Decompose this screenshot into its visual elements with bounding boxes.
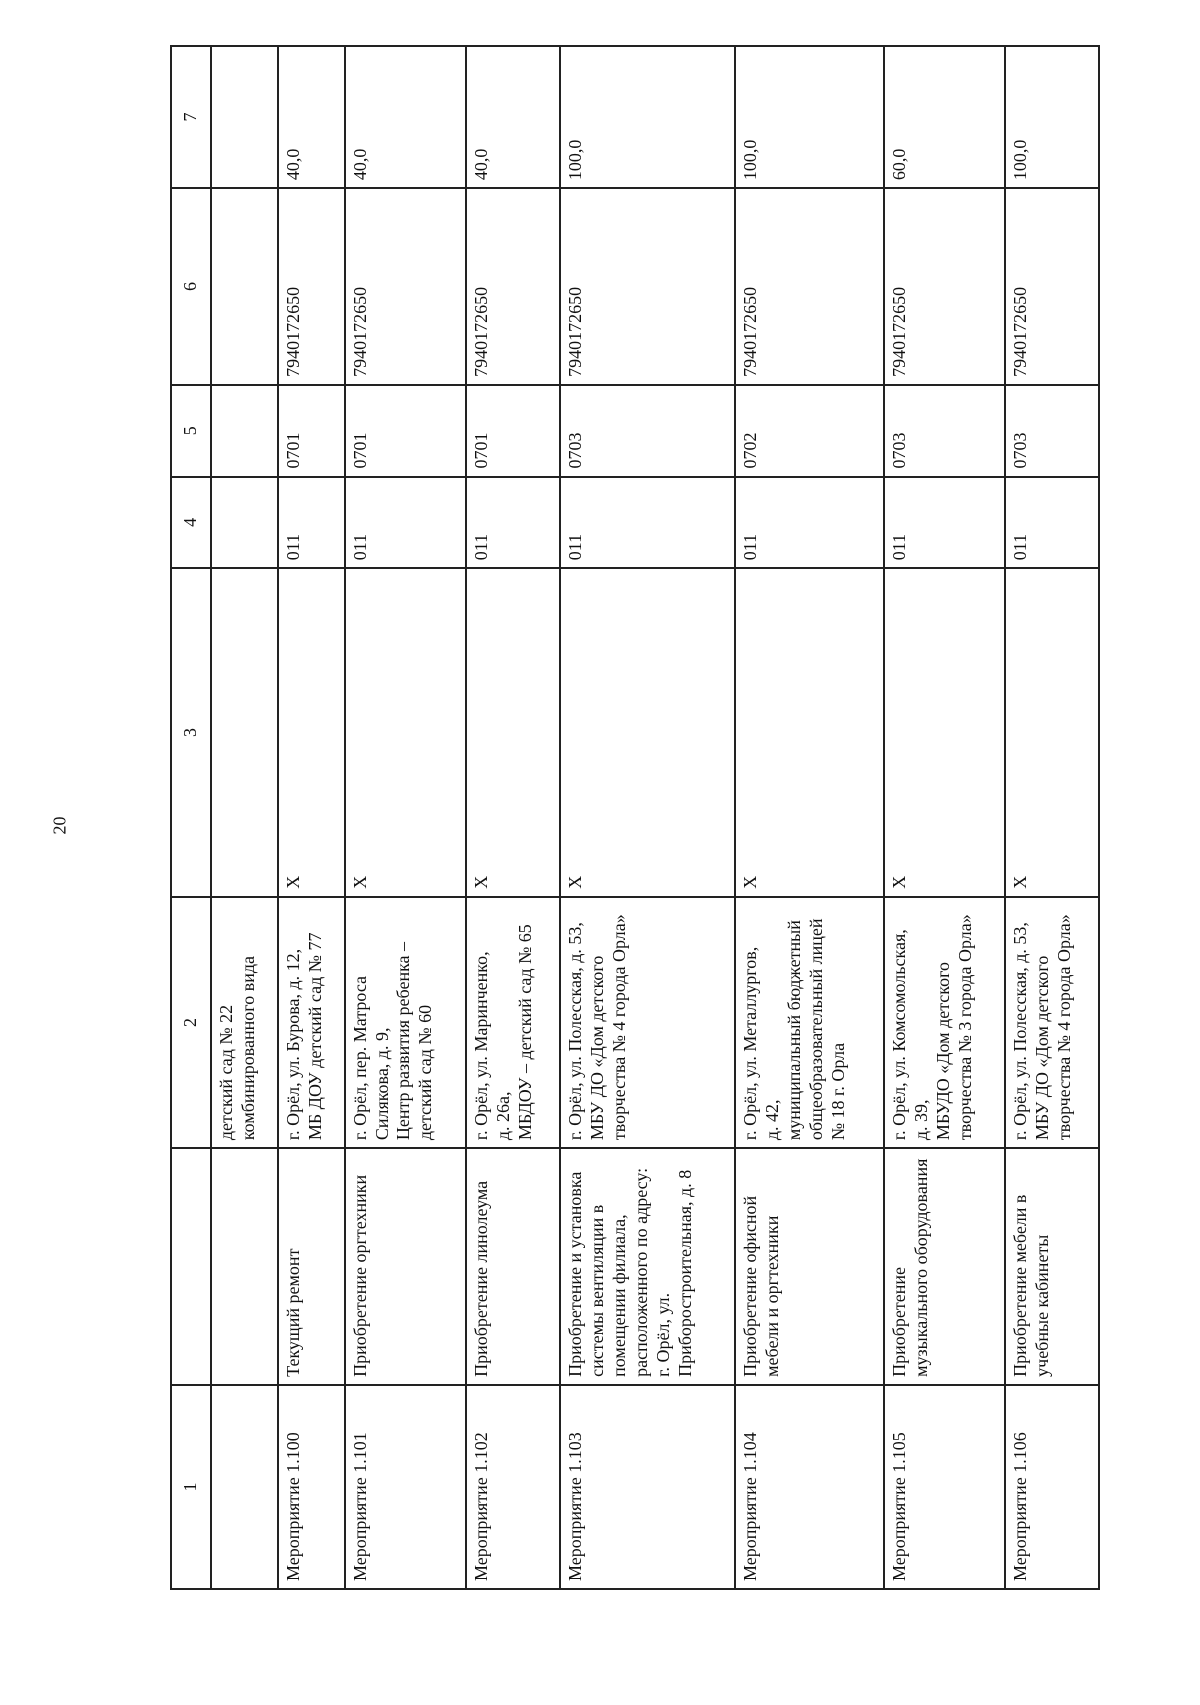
page-number: 20 bbox=[49, 816, 70, 835]
col3-cell: Х bbox=[345, 568, 466, 896]
col5-cell: 0703 bbox=[1005, 385, 1099, 477]
address-line: г. Орёл, ул. Бурова, д. 12, bbox=[282, 948, 303, 1141]
table-cell bbox=[211, 46, 278, 188]
address-line: № 18 г. Орла bbox=[828, 1042, 849, 1141]
col3-cell: Х bbox=[1005, 568, 1099, 896]
address-line: г. Орёл, ул. Металлургов, bbox=[740, 946, 761, 1141]
table-cell bbox=[211, 188, 278, 385]
col7-cell: 100,0 bbox=[735, 46, 883, 188]
activity-id-cell: Мероприятие 1.103 bbox=[560, 1385, 736, 1589]
address-line: МБДОУ – детский сад № 65 bbox=[514, 924, 535, 1141]
address-line: МБУДО «Дом детского bbox=[932, 961, 953, 1141]
column-header: 7 bbox=[171, 46, 211, 188]
table-cell bbox=[211, 1148, 278, 1385]
address-cell bbox=[560, 897, 736, 1148]
table-row bbox=[278, 46, 345, 1589]
activity-id-cell: Мероприятие 1.100 bbox=[278, 1385, 345, 1589]
col7-cell: 60,0 bbox=[884, 46, 1005, 188]
continuation-row bbox=[211, 46, 278, 1589]
activity-name-cell: Текущий ремонт bbox=[278, 1148, 345, 1385]
address-line: МБ ДОУ детский сад № 77 bbox=[304, 932, 325, 1141]
address-cell bbox=[1005, 897, 1099, 1148]
address-cell bbox=[735, 897, 883, 1148]
table-cell bbox=[211, 385, 278, 477]
column-header bbox=[171, 1148, 211, 1385]
table-cell bbox=[211, 477, 278, 569]
column-header: 2 bbox=[171, 897, 211, 1148]
table-cell bbox=[211, 1385, 278, 1589]
col4-cell: 011 bbox=[1005, 477, 1099, 569]
address-line: МБУ ДО «Дом детского bbox=[1031, 955, 1052, 1141]
table-cell bbox=[211, 568, 278, 896]
col7-cell: 40,0 bbox=[345, 46, 466, 188]
address-line: г. Орёл, ул. Полесская, д. 53, bbox=[564, 922, 585, 1141]
activity-name-cell: Приобретение музыкального оборудования bbox=[884, 1148, 1005, 1385]
activity-id-cell: Мероприятие 1.104 bbox=[735, 1385, 883, 1589]
address-line: д. 42, bbox=[762, 1099, 783, 1141]
address-line: Силякова, д. 9, bbox=[371, 1027, 392, 1141]
activity-name-cell: Приобретение оргтехники bbox=[345, 1148, 466, 1385]
address-line: общеобразовательный лицей bbox=[806, 918, 827, 1141]
col6-cell: 7940172650 bbox=[560, 188, 736, 385]
activity-name-cell: Приобретение мебели в учебные кабинеты bbox=[1005, 1148, 1099, 1385]
col3-cell: Х bbox=[466, 568, 560, 896]
activity-name-cell: Приобретение офисной мебели и оргтехники bbox=[735, 1148, 883, 1385]
address-line: детский сад № 60 bbox=[415, 1004, 436, 1141]
activity-name-cell: Приобретение и установка системы вентиляции в помещении филиала, расположенного по адресу: г. Орёл, ул. Приборостроительная, д. 8 bbox=[560, 1148, 736, 1385]
address-line: комбинированного вида bbox=[237, 956, 258, 1141]
activity-id-cell: Мероприятие 1.102 bbox=[466, 1385, 560, 1589]
col3-cell: Х bbox=[735, 568, 883, 896]
col3-cell: Х bbox=[884, 568, 1005, 896]
col7-cell: 40,0 bbox=[466, 46, 560, 188]
activity-id-cell: Мероприятие 1.106 bbox=[1005, 1385, 1099, 1589]
col3-cell: Х bbox=[560, 568, 736, 896]
address-line: г. Орёл, ул. Комсомольская, bbox=[888, 929, 909, 1141]
col7-cell: 40,0 bbox=[278, 46, 345, 188]
address-cell bbox=[884, 897, 1005, 1148]
column-header: 3 bbox=[171, 568, 211, 896]
address-line: детский сад № 22 bbox=[215, 1004, 236, 1141]
table-row bbox=[1005, 46, 1099, 1589]
activities-table bbox=[170, 45, 1100, 1590]
col6-cell: 7940172650 bbox=[884, 188, 1005, 385]
col5-cell: 0701 bbox=[466, 385, 560, 477]
col5-cell: 0703 bbox=[884, 385, 1005, 477]
column-header: 1 bbox=[171, 1385, 211, 1589]
column-header: 6 bbox=[171, 188, 211, 385]
address-line: муниципальный бюджетный bbox=[784, 920, 805, 1141]
col4-cell: 011 bbox=[466, 477, 560, 569]
activity-name-cell: Приобретение линолеума bbox=[466, 1148, 560, 1385]
col5-cell: 0701 bbox=[278, 385, 345, 477]
address-line: д. 39, bbox=[910, 1099, 931, 1141]
col6-cell: 7940172650 bbox=[1005, 188, 1099, 385]
col7-cell: 100,0 bbox=[1005, 46, 1099, 188]
col4-cell: 011 bbox=[735, 477, 883, 569]
table-frame bbox=[170, 45, 1100, 1590]
col4-cell: 011 bbox=[560, 477, 736, 569]
address-line: творчества № 4 города Орла» bbox=[1053, 914, 1074, 1141]
address-cell bbox=[211, 897, 278, 1148]
address-line: д. 26а, bbox=[492, 1091, 513, 1141]
address-line: МБУ ДО «Дом детского bbox=[586, 955, 607, 1141]
table-row bbox=[560, 46, 736, 1589]
col5-cell: 0703 bbox=[560, 385, 736, 477]
address-cell bbox=[345, 897, 466, 1148]
table-row bbox=[466, 46, 560, 1589]
address-line: г. Орёл, ул. Маринченко, bbox=[470, 951, 491, 1141]
table-row bbox=[884, 46, 1005, 1589]
header-row bbox=[171, 46, 211, 1589]
column-header: 4 bbox=[171, 477, 211, 569]
address-line: творчества № 4 города Орла» bbox=[608, 914, 629, 1141]
col5-cell: 0701 bbox=[345, 385, 466, 477]
address-cell bbox=[466, 897, 560, 1148]
address-line: творчества № 3 города Орла» bbox=[954, 914, 975, 1141]
address-line: Центр развития ребенка – bbox=[393, 941, 414, 1141]
col7-cell: 100,0 bbox=[560, 46, 736, 188]
col4-cell: 011 bbox=[884, 477, 1005, 569]
table-row bbox=[345, 46, 466, 1589]
col5-cell: 0702 bbox=[735, 385, 883, 477]
col6-cell: 7940172650 bbox=[735, 188, 883, 385]
activity-id-cell: Мероприятие 1.105 bbox=[884, 1385, 1005, 1589]
table-row bbox=[735, 46, 883, 1589]
col3-cell: Х bbox=[278, 568, 345, 896]
col6-cell: 7940172650 bbox=[466, 188, 560, 385]
address-cell bbox=[278, 897, 345, 1148]
col4-cell: 011 bbox=[278, 477, 345, 569]
activity-id-cell: Мероприятие 1.101 bbox=[345, 1385, 466, 1589]
col6-cell: 7940172650 bbox=[278, 188, 345, 385]
column-header: 5 bbox=[171, 385, 211, 477]
col4-cell: 011 bbox=[345, 477, 466, 569]
address-line: г. Орёл, ул. Полесская, д. 53, bbox=[1009, 922, 1030, 1141]
address-line: г. Орёл, пер. Матроса bbox=[349, 975, 370, 1141]
col6-cell: 7940172650 bbox=[345, 188, 466, 385]
